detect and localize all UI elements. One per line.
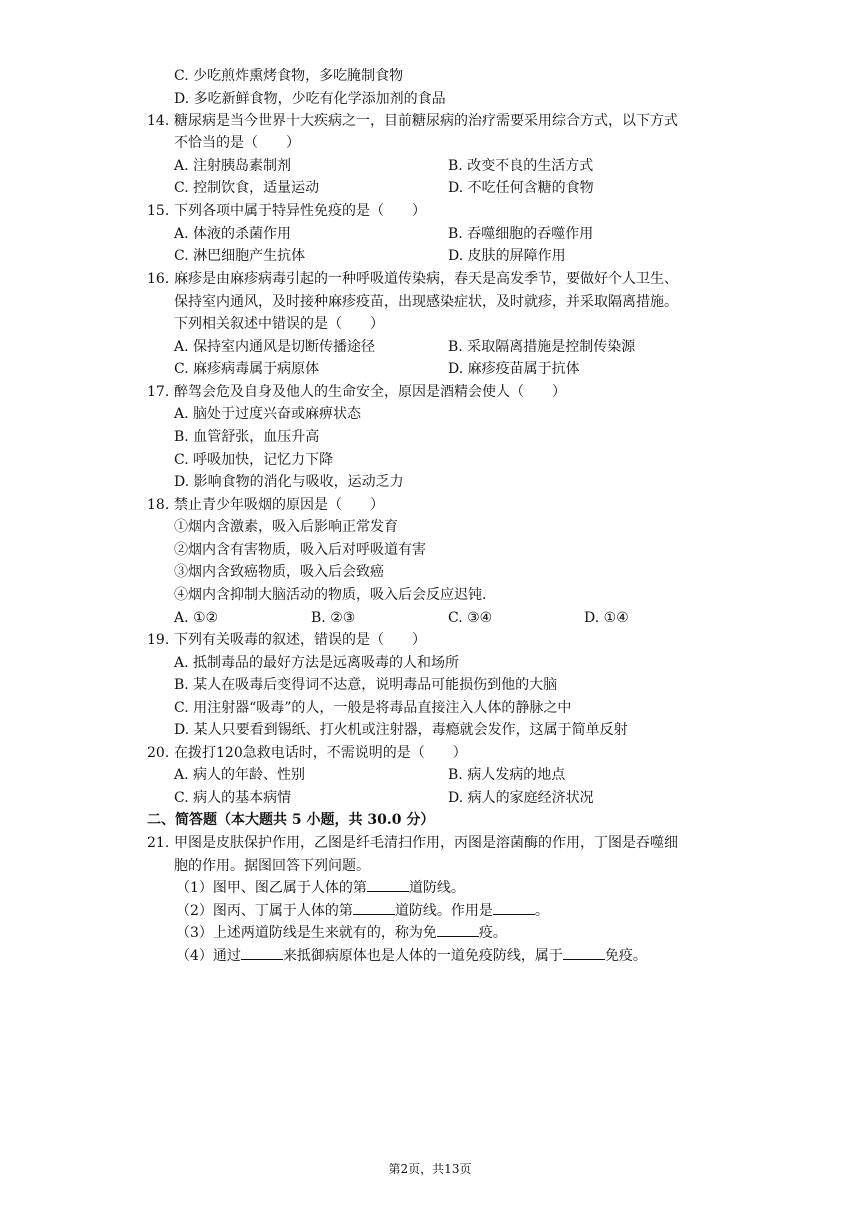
q17-option-a: A. 脑处于过度兴奋或麻痹状态	[174, 406, 362, 422]
q17-option-d: D. 影响食物的消化与吸收，运动乏力	[174, 474, 404, 490]
q18-item-1: ①烟内含激素，吸入后影响正常发育	[174, 519, 398, 535]
q20-option-a: A. 病人的年龄、性别	[174, 767, 306, 783]
answer-blank[interactable]	[353, 900, 395, 915]
q17-number: 17.	[147, 384, 170, 400]
q19-stem: 下列有关吸毒的叙述，错误的是（ ）	[174, 632, 426, 648]
q18-option-b: B. ②③	[311, 610, 356, 626]
q18-option-d: D. ①④	[584, 610, 629, 626]
q16-option-b: B. 采取隔离措施是控制传染源	[448, 339, 636, 355]
q17-option-b: B. 血管舒张，血压升高	[174, 429, 320, 445]
q19-option-a: A. 抵制毒品的最好方法是远离吸毒的人和场所	[174, 655, 460, 671]
q21-subquestion-4: （4）通过 来抵御病原体也是人体的一道免疫防线，属于 免疫。	[176, 945, 647, 967]
q20-option-c: C. 病人的基本病情	[174, 790, 292, 806]
q18-number: 18.	[147, 497, 170, 513]
q14-stem-line2: 不恰当的是（ ）	[174, 135, 300, 151]
q18-item-3: ③烟内含致癌物质，吸入后会致癌	[174, 564, 384, 580]
q15-number: 15.	[147, 203, 170, 219]
section-heading: 二、简答题（本大题共 5 小题，共 30.0 分）	[147, 812, 435, 828]
q15-option-d: D. 皮肤的屏障作用	[448, 248, 566, 264]
q18-option-a: A. ①②	[174, 610, 219, 626]
q15-option-c: C. 淋巴细胞产生抗体	[174, 248, 306, 264]
answer-blank[interactable]	[563, 945, 605, 960]
q19-option-b: B. 某人在吸毒后变得词不达意，说明毒品可能损伤到他的大脑	[174, 677, 558, 693]
q14-stem-line1: 糖尿病是当今世界十大疾病之一，目前糖尿病的治疗需要采用综合方式，以下方式	[174, 113, 678, 129]
q16-option-d: D. 麻疹疫苗属于抗体	[448, 361, 580, 377]
q21-subquestion-1: （1）图甲、图乙属于人体的第 道防线。	[176, 877, 465, 899]
q21-number: 21.	[147, 835, 170, 851]
q17-stem: 醉驾会危及自身及他人的生命安全，原因是酒精会使人（ ）	[174, 384, 566, 400]
q14-option-c: C. 控制饮食，适量运动	[174, 180, 320, 196]
q17-option-c: C. 呼吸加快，记忆力下降	[174, 452, 334, 468]
q16-stem-line3: 下列相关叙述中错误的是（ ）	[174, 316, 384, 332]
q19-option-d: D. 某人只要看到锡纸、打火机或注射器，毒瘾就会发作，这属于简单反射	[174, 722, 628, 738]
q18-item-4: ④烟内含抑制大脑活动的物质，吸入后会反应迟钝.	[174, 587, 487, 603]
q15-option-a: A. 体液的杀菌作用	[174, 226, 292, 242]
q18-option-c: C. ③④	[448, 610, 493, 626]
q16-option-a: A. 保持室内通风是切断传播途径	[174, 339, 376, 355]
q16-stem-line2: 保持室内通风，及时接种麻疹疫苗，出现感染症状，及时就疹，并采取隔离措施。	[174, 294, 678, 310]
q15-stem: 下列各项中属于特异性免疫的是（ ）	[174, 203, 426, 219]
q14-option-a: A. 注射胰岛素制剂	[174, 158, 292, 174]
answer-blank[interactable]	[437, 922, 479, 937]
answer-blank[interactable]	[367, 877, 409, 892]
page-footer: 第2页，共13页	[388, 1162, 472, 1176]
q20-number: 20.	[147, 745, 170, 761]
q14-option-d: D. 不吃任何含糖的食物	[448, 180, 594, 196]
q13-option-d: D. 多吃新鲜食物，少吃有化学添加剂的食品	[174, 91, 446, 107]
q21-stem-line1: 甲图是皮肤保护作用，乙图是纤毛清扫作用，丙图是溶菌酶的作用，丁图是吞噬细	[174, 835, 678, 851]
q18-stem: 禁止青少年吸烟的原因是（ ）	[174, 497, 384, 513]
answer-blank[interactable]	[241, 945, 283, 960]
q21-subquestion-2: （2）图丙、丁属于人体的第 道防线。作用是 。	[176, 900, 549, 922]
q16-option-c: C. 麻疹病毒属于病原体	[174, 361, 320, 377]
q16-number: 16.	[147, 271, 170, 287]
q21-subquestion-3: （3）上述两道防线是生来就有的，称为免 疫。	[176, 922, 507, 944]
q19-number: 19.	[147, 632, 170, 648]
answer-blank[interactable]	[493, 900, 535, 915]
q13-option-c: C. 少吃煎炸熏烤食物，多吃腌制食物	[174, 68, 404, 84]
q15-option-b: B. 吞噬细胞的吞噬作用	[448, 226, 594, 242]
q14-number: 14.	[147, 113, 170, 129]
q16-stem-line1: 麻疹是由麻疹病毒引起的一种呼吸道传染病，春天是高发季节，要做好个人卫生、	[174, 271, 678, 287]
q20-option-b: B. 病人发病的地点	[448, 767, 566, 783]
q21-stem-line2: 胞的作用。据图回答下列问题。	[174, 858, 370, 874]
q18-item-2: ②烟内含有害物质，吸入后对呼吸道有害	[174, 542, 426, 558]
q20-option-d: D. 病人的家庭经济状况	[448, 790, 594, 806]
q20-stem: 在拨打120急救电话时，不需说明的是（ ）	[174, 745, 467, 761]
q19-option-c: C. 用注射器“吸毒”的人，一般是将毒品直接注入人体的静脉之中	[174, 700, 572, 716]
q14-option-b: B. 改变不良的生活方式	[448, 158, 594, 174]
